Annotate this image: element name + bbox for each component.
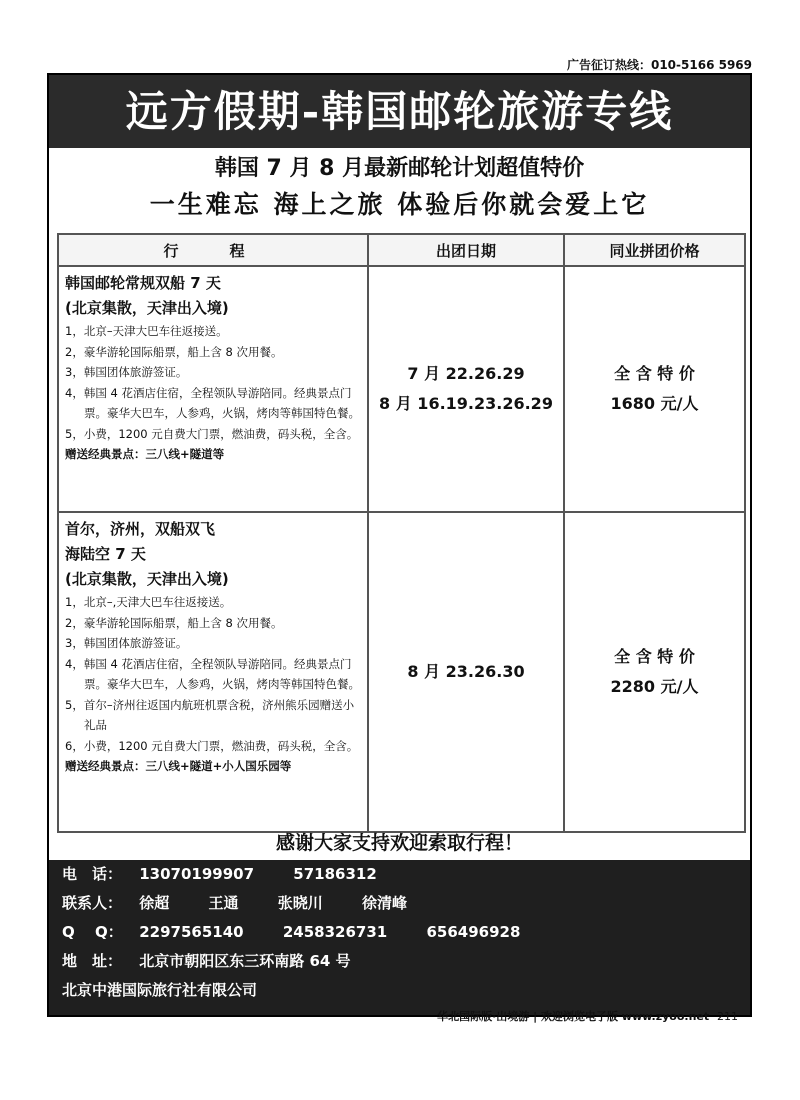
page-number: 211 [717,1010,738,1023]
departure-date: 7 月 22.26.29 [407,364,525,383]
departure-date: 8 月 16.19.23.26.29 [379,394,553,413]
tour-subtitle: (北京集散，天津出入境) [65,570,229,588]
thanks-message: 感谢大家支持欢迎索取行程！ [275,832,523,854]
table-row [58,512,745,832]
company-name: 北京中港国际旅行社有限公司 [62,981,258,999]
itinerary-cell [58,512,368,832]
company-row [49,976,750,1005]
departure-date: 8 月 23.26.30 [407,662,525,681]
gift-note: 赠送经典景点：三八线+隧道+小人国乐园等 [65,759,292,773]
tour-title: 首尔，济州，双船双飞 [65,520,216,538]
price-value: 2280 元/人 [610,677,699,696]
list-item: 6，小费，1200 元自费大门票，燃油费，码头税，全含。 [65,738,359,753]
ad-frame [47,73,752,1017]
price-label: 全 含 特 价 [614,364,695,383]
header-itinerary: 行 程 [58,234,368,266]
table-row [58,266,745,512]
qq-row [49,918,750,947]
qq-number: 2297565140 [139,923,244,941]
contact-person: 王通 [208,894,239,912]
list-item: 5，小费，1200 元自费大门票，燃油费，码头税，全含。 [65,426,359,441]
price-cell [564,266,745,512]
price-value: 1680 元/人 [610,394,699,413]
itinerary-cell [58,266,368,512]
table-header-row [58,234,745,266]
banner-title: 远方假期-韩国邮轮旅游专线 [49,75,750,148]
list-item: 1，北京–天津大巴车往返接送。 [65,324,228,338]
list-item: 2，豪华游轮国际船票，船上含 8 次用餐。 [65,344,283,359]
ad-hotline: 广告征订热线：010-5166 5969 [566,58,752,72]
contact-person: 张晓川 [277,894,323,912]
gift-note: 赠送经典景点：三八线+隧道等 [65,447,225,461]
people-label: 联系人： [62,894,123,912]
tour-title: 韩国邮轮常规双船 7 天 [65,274,221,292]
list-item: 2，豪华游轮国际船票，船上含 8 次用餐。 [65,615,283,630]
header-price: 同业拼团价格 [564,234,745,266]
list-item: 5，首尔–济州往返国内航班机票含税，济州熊乐园赠送小礼品 [65,697,355,732]
contact-people-row [49,889,750,918]
contact-person: 徐清峰 [361,894,407,912]
phone-label: 电 话： [62,865,123,883]
address-row [49,947,750,976]
price-cell [564,512,745,832]
slogan: 一生难忘 海上之旅 体验后你就会爱上它 [149,190,650,219]
phone-number: 57186312 [293,865,377,883]
footer-text: 华北国际版·出境游 | 欢迎浏览电子版 www.zyoo.net [437,1010,710,1023]
address-label: 地 址： [62,952,123,970]
tour-subtitle: (北京集散，天津出入境) [65,299,229,317]
page-footer [437,1008,738,1024]
phone-row [49,860,750,889]
contact-block [49,860,750,1015]
price-label: 全 含 特 价 [614,647,695,666]
departure-date-cell [368,266,564,512]
contact-person: 徐超 [139,894,170,912]
list-item: 4，韩国 4 花酒店住宿，全程领队导游陪同。经典景点门票。豪华大巴车，人参鸡，火锅，烤肉等韩国特色餐。 [65,385,360,420]
header-departure-date: 出团日期 [368,234,564,266]
address: 北京市朝阳区东三环南路 64 号 [139,952,351,970]
list-item: 3，韩国团体旅游签证。 [65,365,188,379]
departure-date-cell [368,512,564,832]
qq-number: 656496928 [426,923,521,941]
subtitle: 韩国 7 月 8 月最新邮轮计划超值特价 [214,156,585,181]
list-item: 3，韩国团体旅游签证。 [65,636,188,650]
tour-title: 海陆空 7 天 [65,545,146,563]
list-item: 1，北京–,天津大巴车往返接送。 [65,595,232,609]
qq-label: Q Q： [62,923,123,941]
qq-number: 2458326731 [282,923,388,941]
list-item: 4，韩国 4 花酒店住宿，全程领队导游陪同。经典景点门票。豪华大巴车，人参鸡，火锅，烤肉等韩国特色餐。 [65,656,360,691]
phone-number: 13070199907 [139,865,255,883]
itinerary-table [57,233,746,833]
